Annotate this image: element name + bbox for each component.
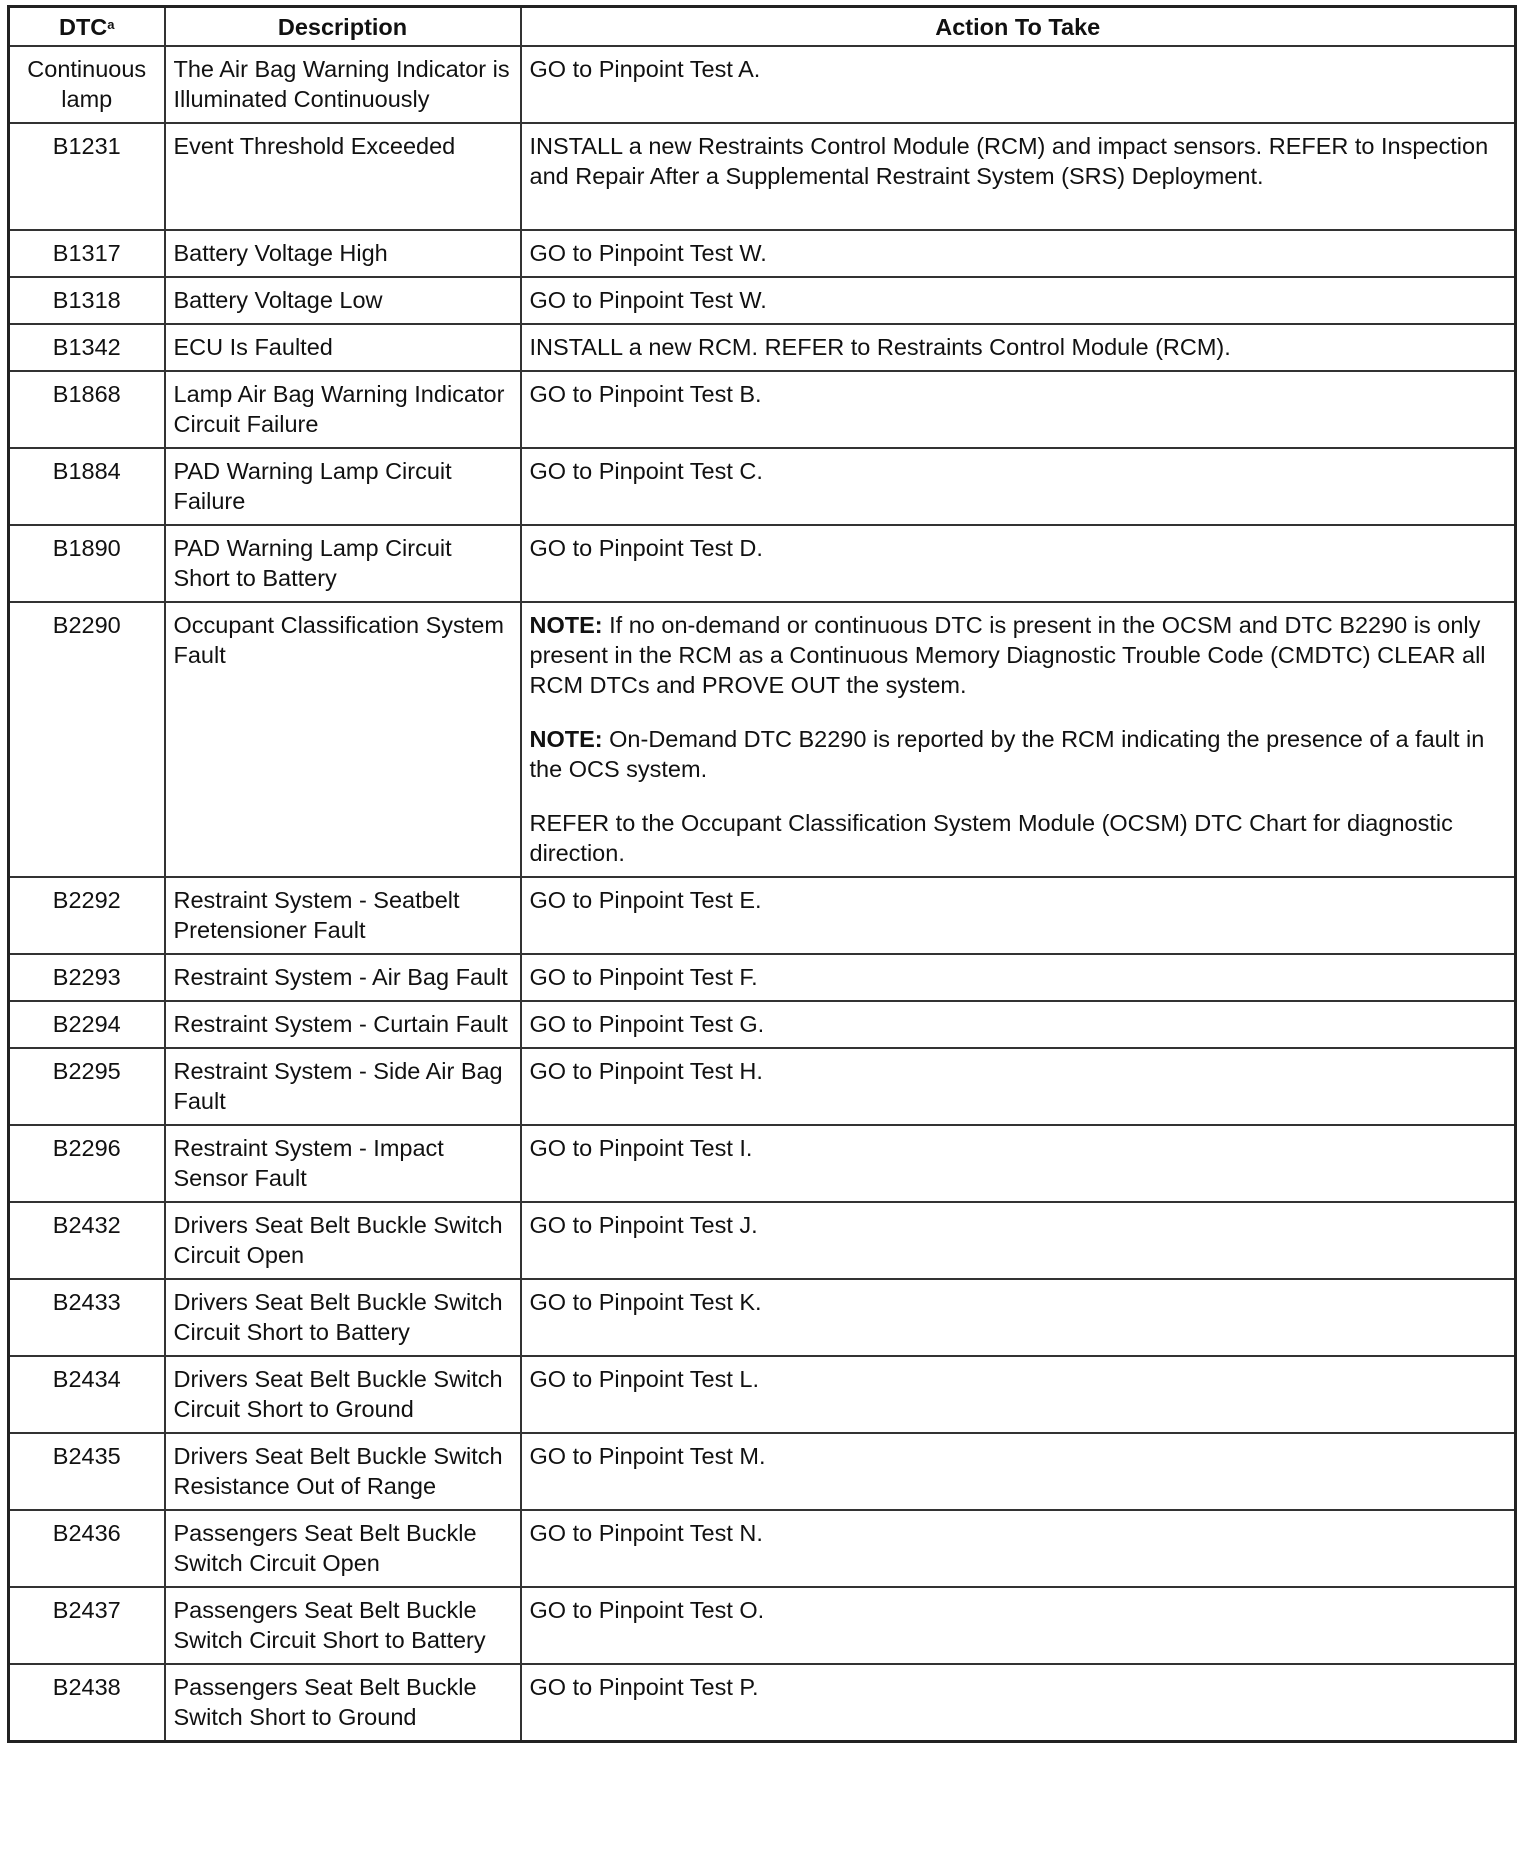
description-cell: Drivers Seat Belt Buckle Switch Resistance Out of Range: [165, 1433, 521, 1510]
dtc-code-cell: B1342: [9, 324, 165, 371]
action-cell: GO to Pinpoint Test F.: [521, 954, 1516, 1001]
header-description: Description: [165, 7, 521, 47]
table-row: [9, 1001, 1516, 1048]
description-cell: Passengers Seat Belt Buckle Switch Short to Ground: [165, 1664, 521, 1742]
header-dtc-label: DTC: [58, 14, 108, 40]
header-dtc: [9, 7, 165, 47]
dtc-code-cell: B2436: [9, 1510, 165, 1587]
action-cell: GO to Pinpoint Test W.: [521, 230, 1516, 277]
dtc-code-cell: B2437: [9, 1587, 165, 1664]
action-cell: GO to Pinpoint Test H.: [521, 1048, 1516, 1125]
description-cell: Event Threshold Exceeded: [165, 123, 521, 230]
dtc-code-cell: B1317: [9, 230, 165, 277]
table-row: [9, 1510, 1516, 1587]
note-text: On-Demand DTC B2290 is reported by the RCM indicating the presence of a fault in the OCS system.: [529, 726, 1485, 782]
description-cell: Lamp Air Bag Warning Indicator Circuit Failure: [165, 371, 521, 448]
table-row: [9, 1202, 1516, 1279]
table-row: [9, 602, 1516, 877]
description-cell: Drivers Seat Belt Buckle Switch Circuit Short to Ground: [165, 1356, 521, 1433]
action-note: [530, 724, 1505, 784]
table-row: [9, 277, 1516, 324]
dtc-code-cell: Continuous lamp: [9, 46, 165, 123]
table-row: [9, 525, 1516, 602]
dtc-code-cell: B2295: [9, 1048, 165, 1125]
action-cell: GO to Pinpoint Test B.: [521, 371, 1516, 448]
dtc-code-cell: B2438: [9, 1664, 165, 1742]
note-label: NOTE:: [529, 726, 603, 752]
dtc-code-cell: B1884: [9, 448, 165, 525]
table-row: [9, 1125, 1516, 1202]
action-cell: GO to Pinpoint Test W.: [521, 277, 1516, 324]
table-row: [9, 1587, 1516, 1664]
action-cell: GO to Pinpoint Test D.: [521, 525, 1516, 602]
table-row: [9, 954, 1516, 1001]
description-cell: Drivers Seat Belt Buckle Switch Circuit Short to Battery: [165, 1279, 521, 1356]
table-row: [9, 371, 1516, 448]
table-row: [9, 46, 1516, 123]
dtc-code-cell: B2432: [9, 1202, 165, 1279]
table-row: [9, 1433, 1516, 1510]
note-text: REFER to the Occupant Classification System Module (OCSM) DTC Chart for diagnostic direction.: [529, 810, 1453, 866]
table-row: [9, 1664, 1516, 1742]
dtc-code-cell: B2434: [9, 1356, 165, 1433]
table-row: [9, 123, 1516, 230]
action-cell: GO to Pinpoint Test J.: [521, 1202, 1516, 1279]
description-cell: The Air Bag Warning Indicator is Illuminated Continuously: [165, 46, 521, 123]
action-cell: GO to Pinpoint Test A.: [521, 46, 1516, 123]
note-text: If no on-demand or continuous DTC is present in the OCSM and DTC B2290 is only present in the RCM as a Continuous Memory Diagnostic Trouble Code (CMDTC) CLEAR all RCM DTCs and PROVE OUT the system.: [529, 612, 1486, 698]
table-header-row: [9, 7, 1516, 47]
description-cell: Passengers Seat Belt Buckle Switch Circuit Short to Battery: [165, 1587, 521, 1664]
dtc-code-cell: B1868: [9, 371, 165, 448]
description-cell: Drivers Seat Belt Buckle Switch Circuit Open: [165, 1202, 521, 1279]
note-label: NOTE:: [529, 612, 603, 638]
table-row: [9, 448, 1516, 525]
description-cell: Restraint System - Side Air Bag Fault: [165, 1048, 521, 1125]
table-row: [9, 877, 1516, 954]
action-cell: GO to Pinpoint Test E.: [521, 877, 1516, 954]
description-cell: Passengers Seat Belt Buckle Switch Circuit Open: [165, 1510, 521, 1587]
action-cell: INSTALL a new RCM. REFER to Restraints Control Module (RCM).: [521, 324, 1516, 371]
dtc-code-cell: B2433: [9, 1279, 165, 1356]
action-note: [530, 808, 1505, 868]
table-row: [9, 324, 1516, 371]
table-row: [9, 1279, 1516, 1356]
action-cell: GO to Pinpoint Test N.: [521, 1510, 1516, 1587]
dtc-code-cell: B2293: [9, 954, 165, 1001]
action-cell: INSTALL a new Restraints Control Module (RCM) and impact sensors. REFER to Inspection and Repair After a Supplemental Restraint System (SRS) Deployment.: [521, 123, 1516, 230]
action-cell: [521, 602, 1516, 877]
dtc-code-cell: B2292: [9, 877, 165, 954]
description-cell: Restraint System - Seatbelt Pretensioner Fault: [165, 877, 521, 954]
description-cell: Battery Voltage High: [165, 230, 521, 277]
header-action: Action To Take: [521, 7, 1516, 47]
dtc-code-cell: B2296: [9, 1125, 165, 1202]
description-cell: ECU Is Faulted: [165, 324, 521, 371]
description-cell: Occupant Classification System Fault: [165, 602, 521, 877]
dtc-chart-table: [7, 5, 1517, 1743]
action-note: [530, 610, 1505, 700]
action-cell: GO to Pinpoint Test L.: [521, 1356, 1516, 1433]
header-dtc-footnote-marker: a: [107, 17, 115, 32]
dtc-code-cell: B1231: [9, 123, 165, 230]
description-cell: Restraint System - Curtain Fault: [165, 1001, 521, 1048]
action-cell: GO to Pinpoint Test C.: [521, 448, 1516, 525]
dtc-code-cell: B2435: [9, 1433, 165, 1510]
table-row: [9, 230, 1516, 277]
action-cell: GO to Pinpoint Test G.: [521, 1001, 1516, 1048]
description-cell: PAD Warning Lamp Circuit Failure: [165, 448, 521, 525]
action-cell: GO to Pinpoint Test M.: [521, 1433, 1516, 1510]
action-cell: GO to Pinpoint Test O.: [521, 1587, 1516, 1664]
description-cell: Restraint System - Impact Sensor Fault: [165, 1125, 521, 1202]
action-cell: GO to Pinpoint Test K.: [521, 1279, 1516, 1356]
dtc-code-cell: B2294: [9, 1001, 165, 1048]
dtc-code-cell: B2290: [9, 602, 165, 877]
action-cell: GO to Pinpoint Test I.: [521, 1125, 1516, 1202]
description-cell: Restraint System - Air Bag Fault: [165, 954, 521, 1001]
table-row: [9, 1356, 1516, 1433]
dtc-code-cell: B1890: [9, 525, 165, 602]
description-cell: Battery Voltage Low: [165, 277, 521, 324]
dtc-code-cell: B1318: [9, 277, 165, 324]
table-row: [9, 1048, 1516, 1125]
description-cell: PAD Warning Lamp Circuit Short to Battery: [165, 525, 521, 602]
action-cell: GO to Pinpoint Test P.: [521, 1664, 1516, 1742]
